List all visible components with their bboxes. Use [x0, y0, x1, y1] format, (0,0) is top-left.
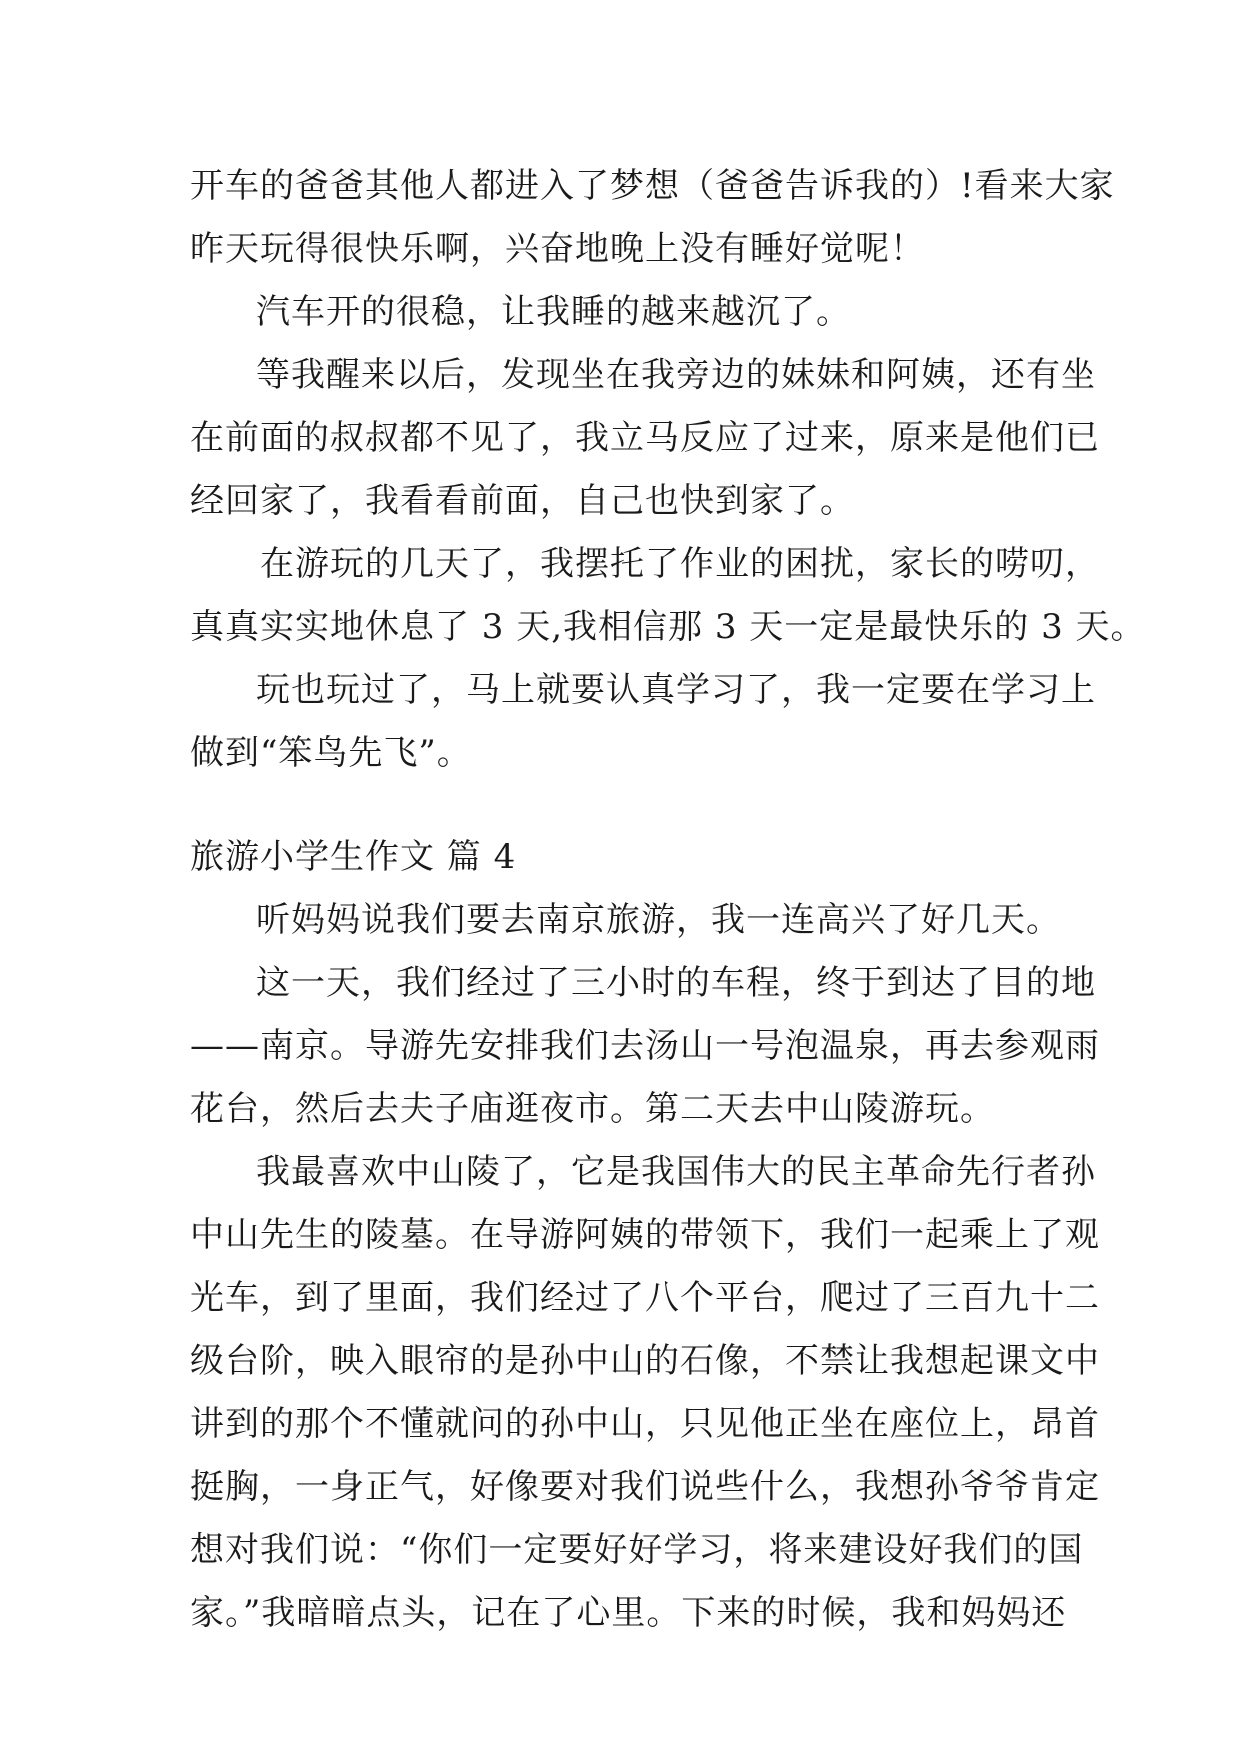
paragraph-line: 玩也玩过了，马上就要认真学习了，我一定要在学习上	[256, 670, 1096, 710]
paragraph-line: 这一天，我们经过了三小时的车程，终于到达了目的地	[256, 963, 1096, 1003]
section-heading: 旅游小学生作文 篇 4	[190, 837, 517, 877]
text-line: 讲到的那个不懂就问的孙中山，只见他正坐在座位上，昂首	[190, 1404, 1100, 1444]
text-line: 中山先生的陵墓。在导游阿姨的带领下，我们一起乘上了观	[190, 1215, 1100, 1255]
text-line: 做到“笨鸟先飞”。	[190, 733, 472, 773]
text-line: 光车，到了里面，我们经过了八个平台，爬过了三百九十二	[190, 1278, 1100, 1318]
text-line: 挺胸，一身正气，好像要对我们说些什么，我想孙爷爷肯定	[190, 1467, 1100, 1507]
text-line: 真真实实地休息了 3 天,我相信那 3 天一定是最快乐的 3 天。	[190, 607, 1146, 647]
text-line: ——南京。导游先安排我们去汤山一号泡温泉，再去参观雨	[190, 1026, 1100, 1066]
text-line: 级台阶，映入眼帘的是孙中山的石像，不禁让我想起课文中	[190, 1341, 1100, 1381]
text-line: 开车的爸爸其他人都进入了梦想（爸爸告诉我的）!看来大家	[190, 166, 1115, 206]
text-line: 家。”我暗暗点头，记在了心里。下来的时候，我和妈妈还	[190, 1593, 1067, 1633]
paragraph-line: 我最喜欢中山陵了，它是我国伟大的民主革命先行者孙	[256, 1152, 1096, 1192]
paragraph-line: 等我醒来以后，发现坐在我旁边的妹妹和阿姨，还有坐	[256, 355, 1096, 395]
text-line: 昨天玩得很快乐啊，兴奋地晚上没有睡好觉呢！	[190, 229, 925, 269]
paragraph-line: 听妈妈说我们要去南京旅游，我一连高兴了好几天。	[256, 900, 1061, 940]
text-line: 花台，然后去夫子庙逛夜市。第二天去中山陵游玩。	[190, 1089, 995, 1129]
text-line: 经回家了，我看看前面，自己也快到家了。	[190, 481, 855, 521]
text-line: 在前面的叔叔都不见了，我立马反应了过来，原来是他们已	[190, 418, 1100, 458]
paragraph-line: 在游玩的几天了，我摆托了作业的困扰，家长的唠叨，	[260, 544, 1100, 584]
text-line: 想对我们说：“你们一定要好好学习，将来建设好我们的国	[190, 1530, 1084, 1570]
paragraph-line: 汽车开的很稳，让我睡的越来越沉了。	[256, 292, 851, 332]
